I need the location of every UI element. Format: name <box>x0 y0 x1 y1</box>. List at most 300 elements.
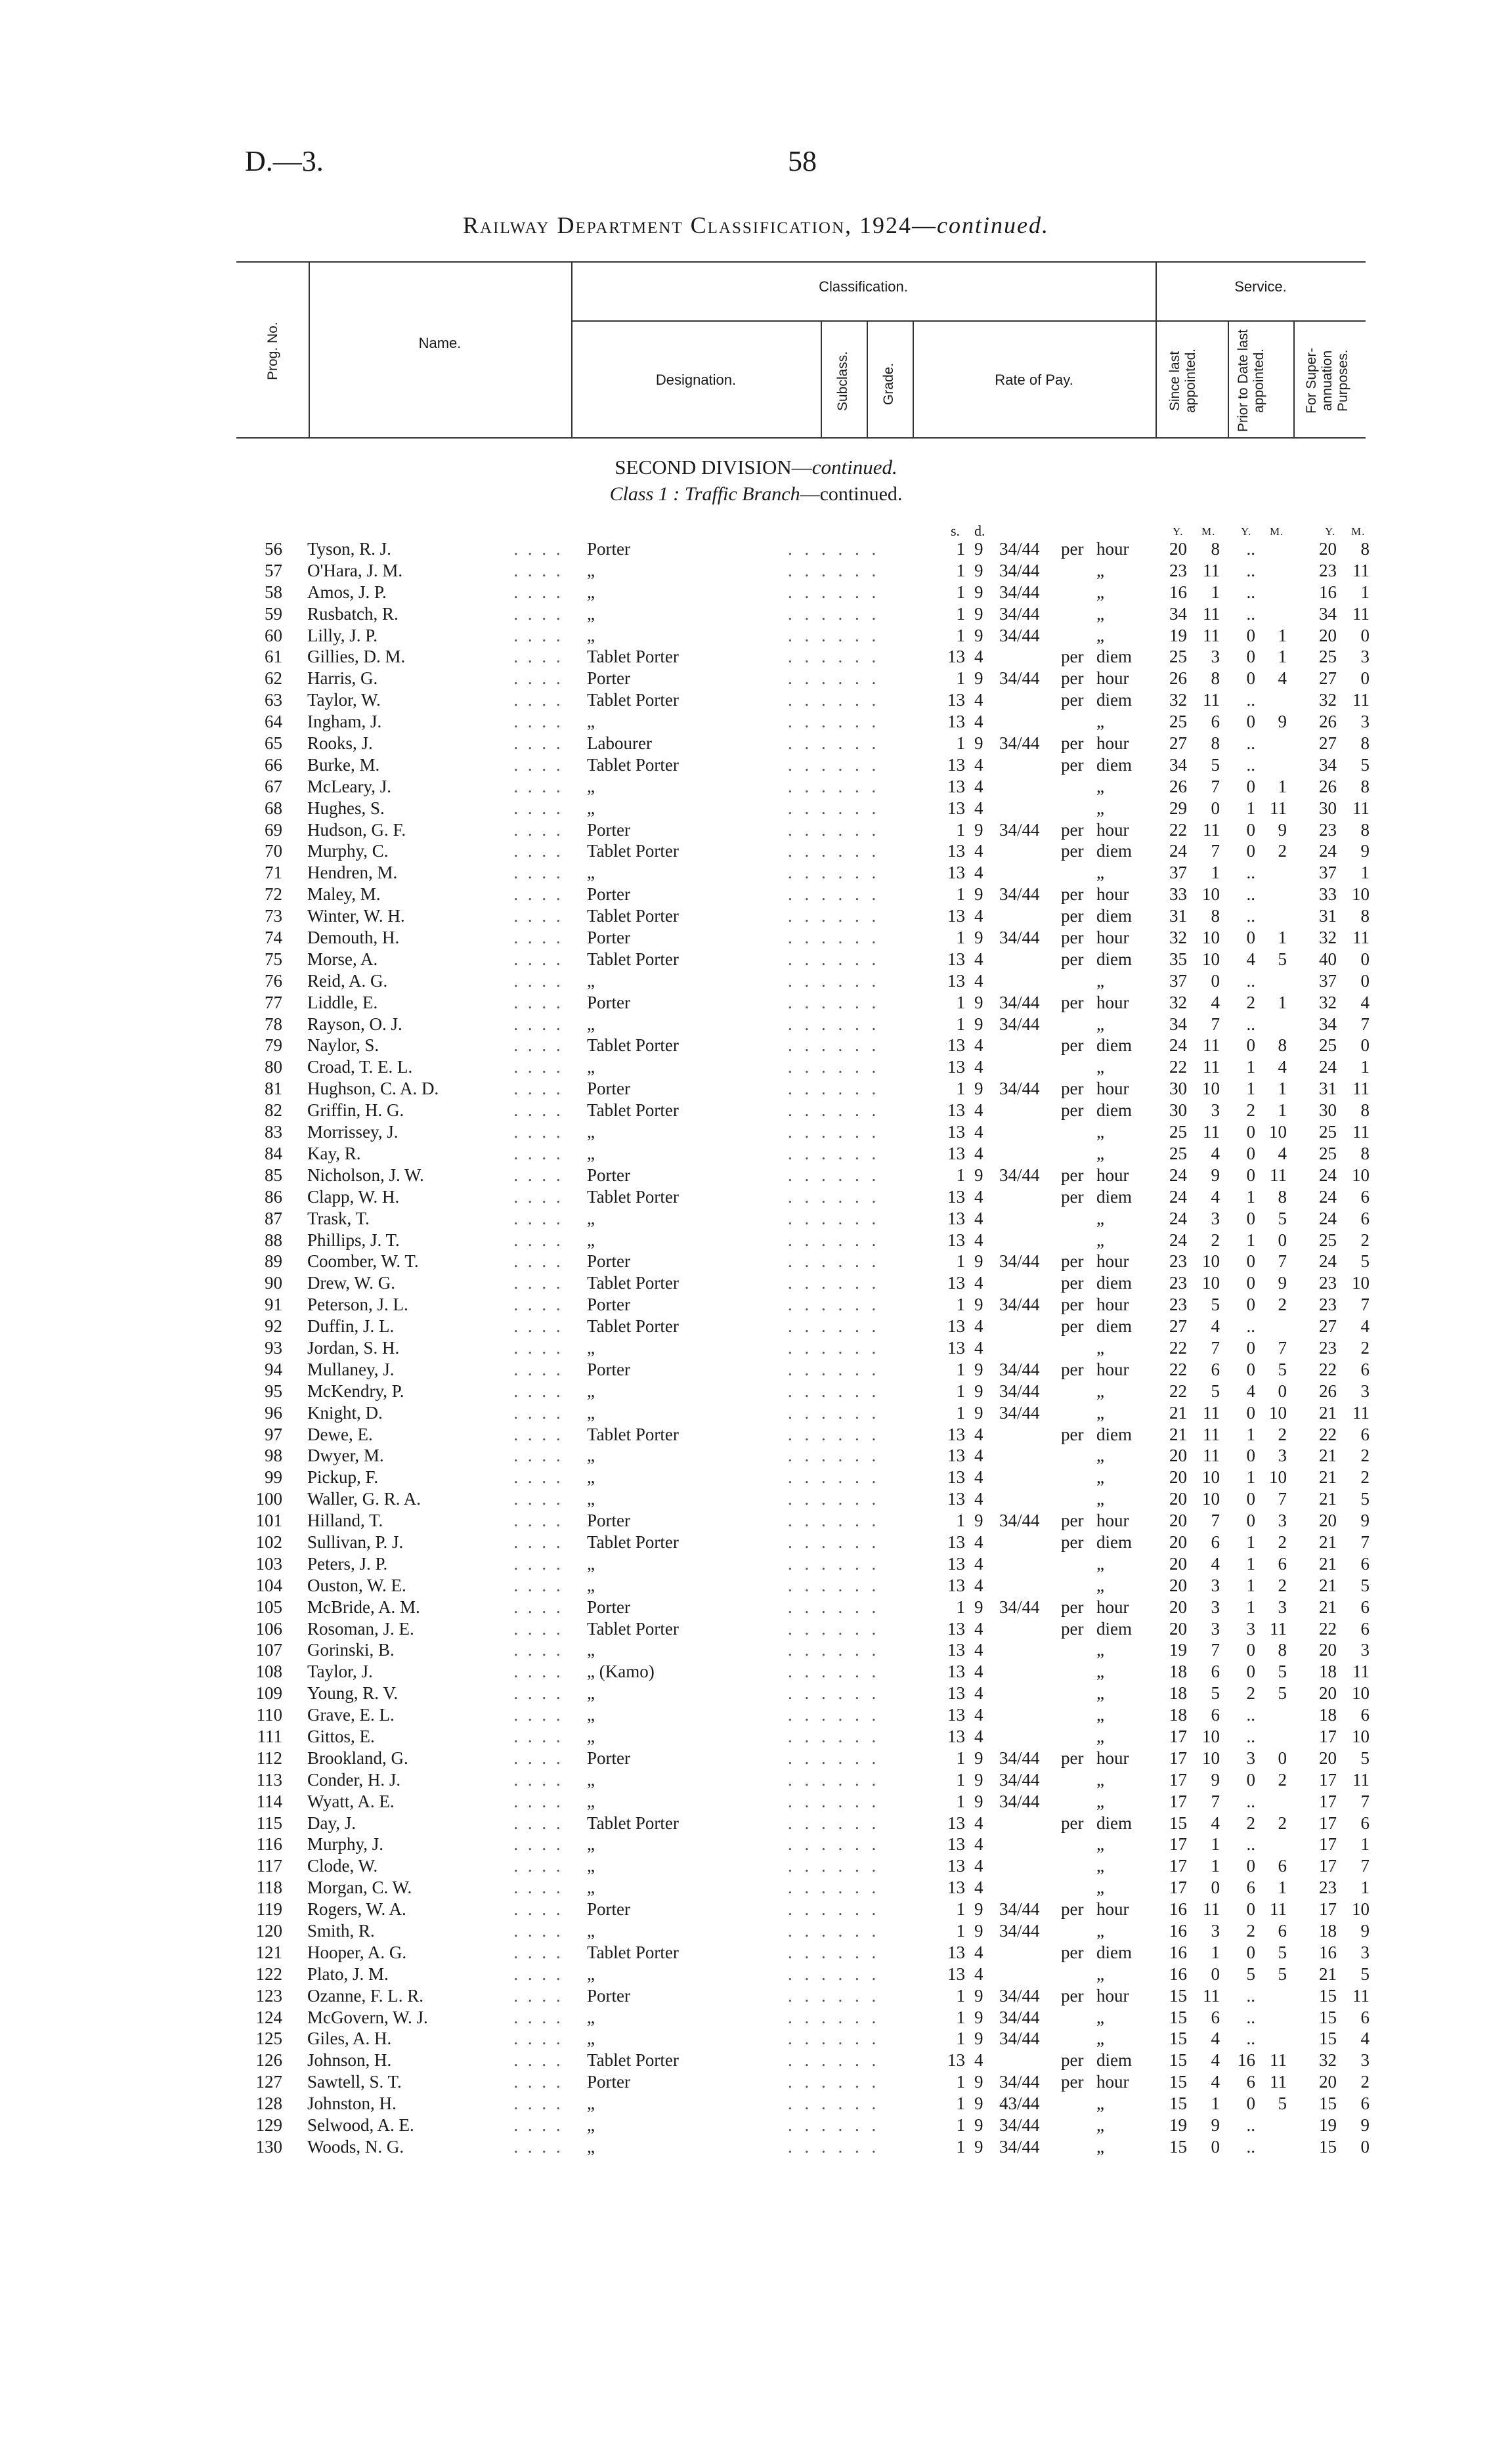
since-years: 25 <box>1169 647 1187 667</box>
prog-number: 105 <box>255 1597 282 1617</box>
rate-per: per <box>1061 884 1084 905</box>
prior-years: 2 <box>1246 1100 1255 1121</box>
since-years: 16 <box>1169 1964 1187 1984</box>
designation: Tablet Porter <box>587 1035 679 1056</box>
rate-shillings: 1 <box>956 884 965 905</box>
prior-months: 5 <box>1278 2094 1287 2114</box>
since-months: 3 <box>1211 1208 1220 1228</box>
designation: Porter <box>587 1295 630 1315</box>
since-years: 25 <box>1169 1143 1187 1163</box>
rate-shillings: 1 <box>956 668 965 689</box>
designation: „ <box>587 582 595 602</box>
rate-fraction: 34/44 <box>999 668 1040 689</box>
prog-number: 60 <box>265 625 282 645</box>
rate-fraction: 34/44 <box>999 582 1040 602</box>
table-row <box>0 1726 1512 1748</box>
employee-name: Croad, T. E. L. <box>307 1057 413 1077</box>
rate-pence: 4 <box>974 1424 983 1444</box>
prior-years: 0 <box>1246 712 1255 732</box>
rate-per: per <box>1061 1100 1084 1121</box>
super-years: 30 <box>1319 798 1337 818</box>
super-years: 21 <box>1319 1489 1337 1509</box>
since-months: 1 <box>1211 1834 1220 1855</box>
super-years: 26 <box>1319 712 1337 732</box>
prior-months: 1 <box>1278 1079 1287 1099</box>
header-rule <box>821 320 822 437</box>
since-years: 31 <box>1169 906 1187 926</box>
prior-years: 0 <box>1246 625 1255 645</box>
rate-pence: 4 <box>974 863 983 883</box>
rate-fraction: 34/44 <box>999 539 1040 559</box>
prior-years: 0 <box>1246 1035 1255 1056</box>
employee-name: Gillies, D. M. <box>307 647 406 667</box>
prog-number: 102 <box>255 1532 282 1552</box>
table-row <box>0 625 1512 647</box>
prior-months: 10 <box>1269 1122 1287 1142</box>
rate-pence: 9 <box>974 668 983 689</box>
since-years: 24 <box>1169 1186 1187 1207</box>
super-months: 6 <box>1360 1813 1370 1833</box>
since-years: 15 <box>1169 2007 1187 2027</box>
prior-years: .. <box>1246 539 1255 559</box>
rate-pence: 9 <box>974 928 983 948</box>
table-row <box>0 1510 1512 1532</box>
table-row <box>0 1230 1512 1251</box>
super-months: 11 <box>1352 1985 1370 2006</box>
table-row <box>0 1056 1512 1078</box>
rate-pence: 4 <box>974 1186 983 1207</box>
prog-number: 108 <box>255 1662 282 1682</box>
prog-number: 83 <box>265 1122 282 1142</box>
rate-fraction: 34/44 <box>999 1014 1040 1034</box>
super-months: 2 <box>1360 1230 1370 1250</box>
super-months: 4 <box>1360 1316 1370 1337</box>
employee-name: Mullaney, J. <box>307 1359 395 1379</box>
rate-pence: 9 <box>974 582 983 602</box>
designation: „ <box>587 1402 595 1423</box>
leader-dots: . . . . . . <box>788 1359 880 1379</box>
since-months: 3 <box>1211 1597 1220 1617</box>
employee-name: Pickup, F. <box>307 1467 379 1488</box>
prog-number: 56 <box>265 539 282 559</box>
rate-per: per <box>1061 1942 1084 1962</box>
prog-number: 112 <box>256 1748 282 1768</box>
prior-years: 1 <box>1246 1532 1255 1552</box>
super-years: 17 <box>1319 1856 1337 1876</box>
since-years: 24 <box>1169 1165 1187 1185</box>
designation: „ <box>587 798 595 818</box>
leader-dots: . . . . . . <box>788 1683 880 1704</box>
designation: Porter <box>587 1748 630 1768</box>
since-months: 6 <box>1211 1662 1220 1682</box>
rate-shillings: 13 <box>947 2050 965 2071</box>
rate-shillings: 13 <box>947 1575 965 1595</box>
since-months: 3 <box>1211 1921 1220 1941</box>
super-months: 11 <box>1352 1769 1370 1790</box>
since-years: 27 <box>1169 733 1187 754</box>
since-years: 17 <box>1169 1769 1187 1790</box>
since-months: 10 <box>1202 1489 1220 1509</box>
rate-unit: „ <box>1096 2094 1104 2114</box>
leader-dots: . . . . . . <box>788 1726 880 1746</box>
leader-dots: . . . . . . <box>788 668 880 689</box>
employee-name: Dwyer, M. <box>307 1446 384 1466</box>
super-years: 20 <box>1319 625 1337 645</box>
designation: Porter <box>587 819 630 840</box>
table-row <box>0 560 1512 582</box>
leader-dots: . . . . . . <box>788 1122 880 1142</box>
employee-name: Liddle, E. <box>307 992 378 1012</box>
leader-dots: . . . . . . <box>788 2136 880 2157</box>
super-months: 6 <box>1360 1186 1370 1207</box>
rate-unit: diem <box>1096 1100 1132 1121</box>
rate-pence: 9 <box>974 884 983 905</box>
table-row <box>0 2050 1512 2071</box>
prog-number: 87 <box>265 1208 282 1228</box>
leader-dots: . . . . . . <box>788 1143 880 1163</box>
leader-dots: . . . . <box>513 625 563 645</box>
since-years: 24 <box>1169 1208 1187 1228</box>
table-row <box>0 1834 1512 1855</box>
prior-months: 11 <box>1270 2072 1287 2092</box>
prior-years: .. <box>1246 754 1255 775</box>
rate-unit: „ <box>1096 1726 1104 1746</box>
leader-dots: . . . . <box>513 776 563 796</box>
leader-dots: . . . . <box>513 1640 563 1660</box>
super-months: 9 <box>1360 841 1370 861</box>
prog-number: 79 <box>265 1035 282 1056</box>
rate-shillings: 1 <box>956 625 965 645</box>
leader-dots: . . . . . . <box>788 1295 880 1315</box>
unit-months-super: M. <box>1351 525 1366 538</box>
table-row <box>0 582 1512 603</box>
prior-years: 0 <box>1246 1899 1255 1920</box>
rate-per: per <box>1061 1597 1084 1617</box>
since-years: 34 <box>1169 754 1187 775</box>
table-row <box>0 538 1512 560</box>
rate-unit: hour <box>1096 1748 1129 1768</box>
rate-fraction: 34/44 <box>999 733 1040 754</box>
rate-unit: „ <box>1096 1921 1104 1941</box>
rate-unit: „ <box>1096 970 1104 991</box>
super-years: 15 <box>1319 2094 1337 2114</box>
rate-pence: 9 <box>974 1402 983 1423</box>
rate-unit: diem <box>1096 647 1132 667</box>
leader-dots: . . . . . . <box>788 1597 880 1617</box>
rate-unit: diem <box>1096 1273 1132 1293</box>
super-years: 15 <box>1319 2136 1337 2157</box>
rate-unit: hour <box>1096 992 1129 1012</box>
rate-per: per <box>1061 539 1084 559</box>
leader-dots: . . . . <box>513 1230 563 1250</box>
rate-unit: diem <box>1096 1186 1132 1207</box>
rate-fraction: 34/44 <box>999 1899 1040 1920</box>
employee-name: Grave, E. L. <box>307 1705 395 1725</box>
prior-years: .. <box>1246 1705 1255 1725</box>
rate-pence: 4 <box>974 690 983 710</box>
designation: „ <box>587 1878 595 1898</box>
employee-name: Smith, R. <box>307 1921 375 1941</box>
prog-number: 129 <box>255 2115 282 2136</box>
super-years: 16 <box>1319 582 1337 602</box>
rate-shillings: 13 <box>947 690 965 710</box>
table-row <box>0 1683 1512 1704</box>
super-years: 23 <box>1319 560 1337 580</box>
rate-pence: 9 <box>974 1079 983 1099</box>
prior-years: .. <box>1246 2136 1255 2157</box>
prog-number: 122 <box>255 1964 282 1984</box>
leader-dots: . . . . <box>513 1834 563 1855</box>
rate-unit: „ <box>1096 2115 1104 2136</box>
rate-pence: 9 <box>974 1295 983 1315</box>
table-row <box>0 970 1512 992</box>
prior-months: 6 <box>1278 1921 1287 1941</box>
rate-shillings: 13 <box>947 1705 965 1725</box>
super-months: 11 <box>1352 1122 1370 1142</box>
designation: Porter <box>587 1359 630 1379</box>
rate-pence: 4 <box>974 1273 983 1293</box>
leader-dots: . . . . . . <box>788 2007 880 2027</box>
rate-pence: 4 <box>974 1705 983 1725</box>
super-months: 8 <box>1360 819 1370 840</box>
super-months: 2 <box>1360 1467 1370 1488</box>
leader-dots: . . . . . . <box>788 1100 880 1121</box>
prior-years: .. <box>1246 690 1255 710</box>
super-years: 26 <box>1319 1381 1337 1401</box>
since-months: 11 <box>1203 819 1220 840</box>
since-months: 11 <box>1203 560 1220 580</box>
rate-fraction: 34/44 <box>999 603 1040 624</box>
rate-shillings: 13 <box>947 1143 965 1163</box>
super-years: 17 <box>1319 1726 1337 1746</box>
table-row <box>0 1855 1512 1877</box>
since-years: 18 <box>1169 1683 1187 1704</box>
super-years: 16 <box>1319 1942 1337 1962</box>
since-years: 20 <box>1169 1618 1187 1639</box>
since-years: 24 <box>1169 841 1187 861</box>
leader-dots: . . . . . . <box>788 1878 880 1898</box>
leader-dots: . . . . <box>513 928 563 948</box>
super-years: 21 <box>1319 1553 1337 1574</box>
leader-dots: . . . . . . <box>788 884 880 905</box>
leader-dots: . . . . <box>513 1143 563 1163</box>
rate-unit: „ <box>1096 1705 1104 1725</box>
employee-name: Ingham, J. <box>307 712 382 732</box>
table-row <box>0 1597 1512 1618</box>
designation: „ <box>587 1791 595 1811</box>
leader-dots: . . . . . . <box>788 1921 880 1941</box>
prior-months: 3 <box>1278 1597 1287 1617</box>
header-superannuation: For Super-annuation Purposes. <box>1304 347 1350 414</box>
prior-years: .. <box>1246 1791 1255 1811</box>
table-row <box>0 1985 1512 2007</box>
prior-years: 3 <box>1246 1748 1255 1768</box>
prior-years: .. <box>1246 906 1255 926</box>
since-months: 2 <box>1211 1230 1220 1250</box>
table-row <box>0 1661 1512 1683</box>
header-service: Service. <box>1234 278 1287 295</box>
rate-shillings: 13 <box>947 1489 965 1509</box>
rate-per: per <box>1061 992 1084 1012</box>
rate-pence: 9 <box>974 1381 983 1401</box>
since-years: 29 <box>1169 798 1187 818</box>
prog-number: 75 <box>265 949 282 969</box>
prog-number: 101 <box>255 1511 282 1531</box>
designation: „ <box>587 712 595 732</box>
rate-pence: 4 <box>974 1143 983 1163</box>
rate-shillings: 1 <box>956 1791 965 1811</box>
since-months: 1 <box>1211 582 1220 602</box>
designation: „ <box>587 1575 595 1595</box>
prog-number: 97 <box>265 1424 282 1444</box>
leader-dots: . . . . . . <box>788 582 880 602</box>
table-row <box>0 798 1512 819</box>
prior-years: 0 <box>1246 1165 1255 1185</box>
leader-dots: . . . . <box>513 1381 563 1401</box>
prior-years: 0 <box>1246 1359 1255 1379</box>
super-months: 5 <box>1360 754 1370 775</box>
rate-shillings: 1 <box>956 2136 965 2157</box>
since-years: 18 <box>1169 1662 1187 1682</box>
employee-name: Trask, T. <box>307 1208 370 1228</box>
since-years: 17 <box>1169 1791 1187 1811</box>
employee-name: McLeary, J. <box>307 776 391 796</box>
rate-unit: „ <box>1096 625 1104 645</box>
rate-unit: diem <box>1096 949 1132 969</box>
class-prefix: Class 1 : Traffic Branch <box>609 483 800 505</box>
leader-dots: . . . . <box>513 798 563 818</box>
since-months: 6 <box>1211 1705 1220 1725</box>
super-months: 0 <box>1360 1035 1370 1056</box>
page-title <box>0 211 1512 239</box>
leader-dots: . . . . . . <box>788 1489 880 1509</box>
rate-shillings: 1 <box>956 733 965 754</box>
rate-per: per <box>1061 647 1084 667</box>
prior-years: .. <box>1246 2007 1255 2027</box>
rate-pence: 4 <box>974 776 983 796</box>
leader-dots: . . . . <box>513 1273 563 1293</box>
super-months: 0 <box>1360 2136 1370 2157</box>
leader-dots: . . . . <box>513 1921 563 1941</box>
since-months: 11 <box>1203 1446 1220 1466</box>
leader-dots: . . . . . . <box>788 1467 880 1488</box>
rate-per: per <box>1061 1079 1084 1099</box>
prog-number: 90 <box>265 1273 282 1293</box>
rate-unit: diem <box>1096 1424 1132 1444</box>
leader-dots: . . . . . . <box>788 1316 880 1337</box>
since-months: 4 <box>1211 1143 1220 1163</box>
since-years: 37 <box>1169 970 1187 991</box>
division-main: SECOND DIVISION— <box>615 456 812 479</box>
prior-years: 0 <box>1246 1273 1255 1293</box>
super-months: 0 <box>1360 970 1370 991</box>
employee-name: Knight, D. <box>307 1402 383 1423</box>
prog-number: 126 <box>255 2050 282 2071</box>
rate-per: per <box>1061 1748 1084 1768</box>
rate-pence: 4 <box>974 1640 983 1660</box>
leader-dots: . . . . <box>513 1597 563 1617</box>
since-months: 0 <box>1211 970 1220 991</box>
rate-per: per <box>1061 1186 1084 1207</box>
rate-fraction: 34/44 <box>999 2029 1040 2049</box>
rate-unit: „ <box>1096 1489 1104 1509</box>
rate-unit: „ <box>1096 1381 1104 1401</box>
prior-years: 3 <box>1246 1618 1255 1639</box>
table-row <box>0 1035 1512 1056</box>
rate-shillings: 13 <box>947 906 965 926</box>
leader-dots: . . . . . . <box>788 1856 880 1876</box>
rate-shillings: 13 <box>947 1424 965 1444</box>
rate-per: per <box>1061 1359 1084 1379</box>
prior-years: 0 <box>1246 928 1255 948</box>
leader-dots: . . . . . . <box>788 1662 880 1682</box>
designation: Porter <box>587 1165 630 1185</box>
leader-dots: . . . . <box>513 1985 563 2006</box>
since-months: 10 <box>1202 1273 1220 1293</box>
since-years: 20 <box>1169 1553 1187 1574</box>
rate-shillings: 1 <box>956 2115 965 2136</box>
super-years: 17 <box>1319 1899 1337 1920</box>
employee-name: McGovern, W. J. <box>307 2007 428 2027</box>
rate-unit: „ <box>1096 1337 1104 1358</box>
leader-dots: . . . . <box>513 863 563 883</box>
prog-number: 103 <box>255 1553 282 1574</box>
prior-years: 0 <box>1246 1769 1255 1790</box>
prog-number: 98 <box>265 1446 282 1466</box>
employee-name: Hilland, T. <box>307 1511 383 1531</box>
header-designation: Designation. <box>655 372 737 388</box>
leader-dots: . . . . <box>513 1791 563 1811</box>
leader-dots: . . . . <box>513 2050 563 2071</box>
since-years: 16 <box>1169 1899 1187 1920</box>
leader-dots: . . . . <box>513 2072 563 2092</box>
since-months: 3 <box>1211 1618 1220 1639</box>
prior-years: 5 <box>1246 1964 1255 1984</box>
since-years: 26 <box>1169 776 1187 796</box>
prior-years: .. <box>1246 884 1255 905</box>
designation: „ <box>587 863 595 883</box>
prior-months: 5 <box>1278 1942 1287 1962</box>
leader-dots: . . . . <box>513 884 563 905</box>
super-years: 32 <box>1319 690 1337 710</box>
leader-dots: . . . . . . <box>788 2115 880 2136</box>
super-months: 11 <box>1352 1402 1370 1423</box>
table-row <box>0 1467 1512 1488</box>
table-row <box>0 711 1512 733</box>
leader-dots: . . . . <box>513 1316 563 1337</box>
super-months: 5 <box>1360 1251 1370 1272</box>
since-years: 16 <box>1169 582 1187 602</box>
since-months: 9 <box>1211 2115 1220 2136</box>
leader-dots: . . . . . . <box>788 647 880 667</box>
super-months: 11 <box>1352 1662 1370 1682</box>
leader-dots: . . . . . . <box>788 1942 880 1962</box>
designation: Tablet Porter <box>587 906 679 926</box>
since-months: 3 <box>1211 1100 1220 1121</box>
prior-years: 1 <box>1246 1597 1255 1617</box>
since-months: 10 <box>1202 884 1220 905</box>
prior-years: 0 <box>1246 1295 1255 1315</box>
designation: „ <box>587 1057 595 1077</box>
rate-unit: „ <box>1096 776 1104 796</box>
super-months: 9 <box>1360 1921 1370 1941</box>
super-years: 17 <box>1319 1834 1337 1855</box>
table-row <box>0 1402 1512 1424</box>
employee-name: Woods, N. G. <box>307 2136 404 2157</box>
leader-dots: . . . . . . <box>788 949 880 969</box>
rate-unit: hour <box>1096 668 1129 689</box>
rate-pence: 4 <box>974 1553 983 1574</box>
